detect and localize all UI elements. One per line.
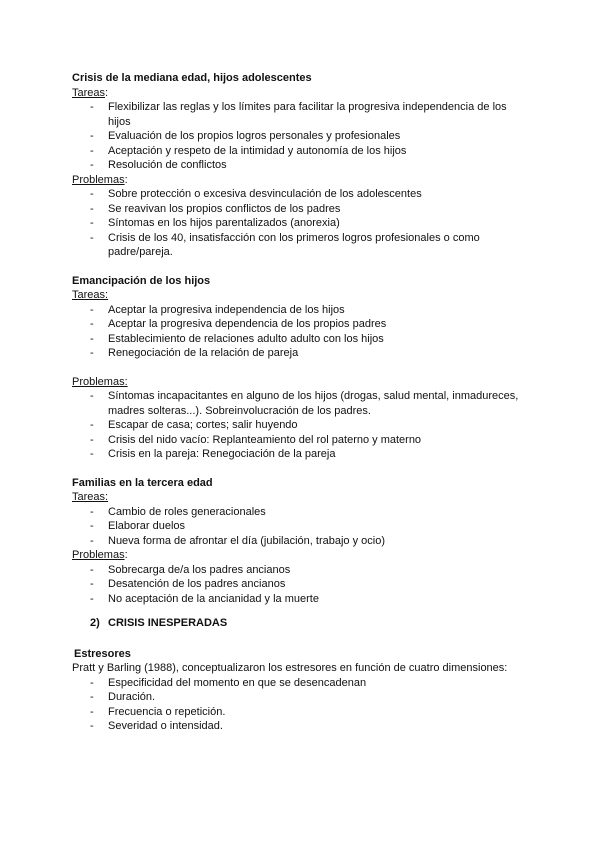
list-item: - Duración.	[72, 690, 532, 705]
list-item: - Sobre protección o excesiva desvinculación de los adolescentes	[72, 187, 532, 202]
estresores-list	[72, 676, 532, 734]
list-item: - Síntomas en los hijos parentalizados (anorexia)	[72, 216, 532, 231]
problemas-label: Problemas	[72, 549, 125, 561]
problemas-list	[72, 563, 532, 607]
problemas-label: Problemas	[72, 173, 125, 186]
problemas-label-row: Problemas:	[72, 173, 128, 186]
heading-number: 2)	[90, 617, 100, 629]
section-title: Familias en la tercera edad	[72, 476, 213, 489]
tareas-list	[72, 303, 532, 361]
section-title: Estresores	[74, 647, 131, 660]
list-item: - No aceptación de la ancianidad y la muerte	[72, 592, 532, 607]
list-item: - Frecuencia o repetición.	[72, 705, 532, 720]
list-item: - Escapar de casa; cortes; salir huyendo	[72, 418, 532, 433]
heading-text: CRISIS INESPERADAS	[108, 617, 228, 629]
tareas-label-row: Tareas:	[72, 86, 109, 99]
tareas-label: Tareas:	[72, 289, 109, 301]
list-item: - Sobrecarga de/a los padres ancianos	[72, 563, 532, 578]
numbered-heading	[72, 616, 532, 631]
tareas-label: Tareas:	[72, 491, 109, 503]
list-item: - Crisis de los 40, insatisfacción con los primeros logros profesionales o como padre/pareja.	[72, 231, 532, 260]
tareas-label: Tareas	[72, 86, 106, 99]
list-item: - Se reavivan los propios conflictos de los padres	[72, 202, 532, 217]
list-item: - Aceptación y respeto de la intimidad y autonomía de los hijos	[72, 144, 532, 159]
section-title: Emancipación de los hijos	[72, 274, 211, 287]
tareas-list	[72, 505, 532, 549]
list-item: - Severidad o intensidad.	[72, 719, 532, 734]
list-item: - Síntomas incapacitantes en alguno de los hijos (drogas, salud mental, inmadureces, madres solteras...). Sobreinvolucración de los padres.	[72, 389, 532, 418]
list-item: - Aceptar la progresiva dependencia de los propios padres	[72, 317, 532, 332]
list-item: - Renegociación de la relación de pareja	[72, 346, 532, 361]
list-item: - Aceptar la progresiva independencia de los hijos	[72, 303, 532, 318]
list-item: - Evaluación de los propios logros personales y profesionales	[72, 129, 532, 144]
section-title: Crisis de la mediana edad, hijos adolescentes	[72, 72, 312, 84]
problemas-list	[72, 389, 532, 462]
list-item: - Desatención de los padres ancianos	[72, 577, 532, 592]
document-page	[72, 71, 532, 734]
list-item: - Cambio de roles generacionales	[72, 505, 532, 520]
intro-paragraph: Pratt y Barling (1988), conceptualizaron los estresores en función de cuatro dimensiones:	[72, 662, 508, 674]
list-item: - Nueva forma de afrontar el día (jubilación, trabajo y ocio)	[72, 534, 532, 549]
tareas-list	[72, 100, 532, 173]
list-item: - Resolución de conflictos	[72, 158, 532, 173]
list-item: - Flexibilizar las reglas y los límites para facilitar la progresiva independencia de los hijos	[72, 100, 532, 129]
problemas-list	[72, 187, 532, 260]
list-item: - Elaborar duelos	[72, 519, 532, 534]
list-item: - Crisis del nido vacío: Replanteamiento del rol paterno y materno	[72, 433, 532, 448]
list-item: - Especificidad del momento en que se desencadenan	[72, 676, 532, 691]
problemas-label: Problemas:	[72, 375, 128, 388]
list-item: - Establecimiento de relaciones adulto adulto con los hijos	[72, 332, 532, 347]
problemas-label-row: Problemas:	[72, 549, 128, 561]
list-item: - Crisis en la pareja: Renegociación de la pareja	[72, 447, 532, 462]
